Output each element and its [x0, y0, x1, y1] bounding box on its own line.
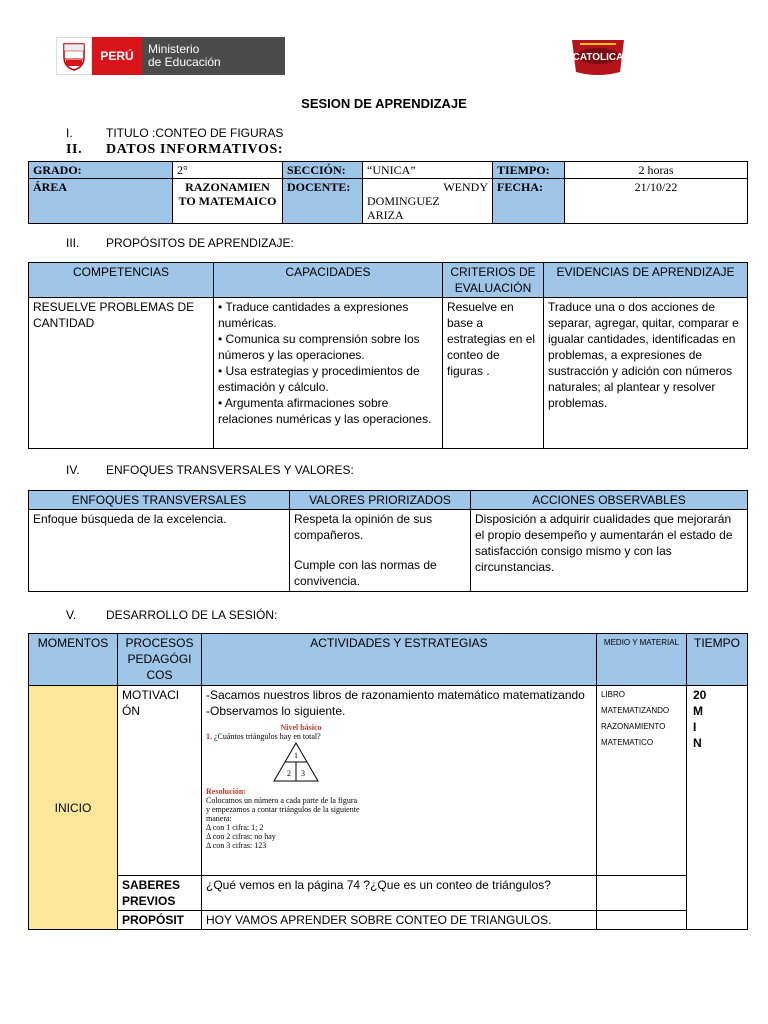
header-capacidades: CAPACIDADES: [214, 263, 443, 298]
enfoques-table: [28, 490, 748, 592]
criterio-cell: Resuelve en base a estrategias en el conteo de figuras .: [443, 298, 544, 449]
saberes-cell: SABERES PREVIOS: [118, 876, 202, 911]
header-competencias: COMPETENCIAS: [29, 263, 214, 298]
motivacion-cell: MOTIVACI ÓN: [118, 686, 202, 876]
seccion-label: SECCIÓN:: [283, 162, 363, 179]
header-tiempo: TIEMPO: [687, 634, 748, 686]
motivacion-actividades: -Sacamos nuestros libros de razonamiento matemático matematizando -Observamos lo siguiente. Nivel básico 1. ¿Cuántos triángulos hay en total? 1 2 3 Resolución: Colocamos un número a cada parte de la figura y empezamos a contar triángulos de la siguiente manera: Δ con 1 cifra: 1; 2 Δ con 2 cifras: no hay Δ con 3 cifras: 123: [202, 686, 597, 876]
acciones-cell: Disposición a adquirir cualidades que mejorarán el propio desempeño y aumentarán el estado de satisfacción consigo mismo y con las circunstancias.: [471, 510, 748, 592]
area-label: ÁREA: [29, 179, 173, 224]
grado-label: GRADO:: [29, 162, 173, 179]
minedu-logo: [56, 37, 285, 75]
svg-text:CATOLICA: CATOLICA: [572, 52, 624, 63]
header-medio: MEDIO Y MATERIAL: [597, 634, 687, 686]
fecha-label: FECHA:: [493, 179, 565, 224]
capacidades-cell: • Traduce cantidades a expresiones numéricas. • Comunica su comprensión sobre los números y las operaciones. • Usa estrategias y procedimientos de estimación y cálculo. • Argumenta afirmaciones sobre relaciones numéricas y las operaciones.: [214, 298, 443, 449]
propositos-table: [28, 262, 748, 449]
area-value: RAZONAMIEN TO MATEMAICO: [173, 179, 283, 224]
datos-table: [28, 161, 748, 224]
header-evidencias: EVIDENCIAS DE APRENDIZAJE: [544, 263, 748, 298]
proposito-cell: PROPÓSIT: [118, 911, 202, 930]
svg-text:2: 2: [287, 769, 291, 778]
desarrollo-table: [28, 633, 748, 930]
evidencia-cell: Traduce una o dos acciones de separar, agregar, quitar, comparar e igualar cantidades, identificadas en problemas, a expresiones de sustracción y adición con números naturales; al plantear y resolver problemas.: [544, 298, 748, 449]
ministry-label: Ministerio de Educación: [142, 37, 285, 75]
fecha-value: 21/10/22: [565, 179, 748, 224]
svg-text:3: 3: [301, 769, 305, 778]
grado-value: 2°: [173, 162, 283, 179]
medio-cell: LIBRO MATEMATIZANDO RAZONAMIENTO MATEMATICO: [597, 686, 687, 876]
tiempo-label: TIEMPO:: [493, 162, 565, 179]
peru-shield-icon: [56, 37, 92, 75]
peru-label: PERÚ: [92, 37, 142, 75]
competencia-cell: RESUELVE PROBLEMAS DE CANTIDAD: [29, 298, 214, 449]
header-criterios: CRITERIOS DE EVALUACIÓN: [443, 263, 544, 298]
valores-cell: Respeta la opinión de sus compañeros. Cumple con las normas de convivencia.: [290, 510, 471, 592]
school-logo: [566, 36, 630, 76]
saberes-actividad: ¿Qué vemos en la página 74 ?¿Que es un conteo de triángulos?: [202, 876, 597, 911]
header-valores: VALORES PRIORIZADOS: [290, 491, 471, 510]
header-acciones: ACCIONES OBSERVABLES: [471, 491, 748, 510]
proposito-actividad: HOY VAMOS APRENDER SOBRE CONTEO DE TRIANGULOS.: [202, 911, 597, 930]
page-title: SESION DE APRENDIZAJE: [301, 96, 467, 111]
triangle-exercise-figure: Nivel básico 1. ¿Cuántos triángulos hay en total? 1 2 3 Resolución: Colocamos un número a cada parte de la figura y empezamos a contar triángulos de la siguiente manera: Δ con 1 cifra: 1; 2 Δ con 2 cifras: no hay Δ con 3 cifras: 123: [206, 723, 396, 850]
svg-text:1: 1: [294, 751, 298, 760]
header-procesos: PROCESOS PEDAGÓGI COS: [118, 634, 202, 686]
tiempo-cell: 20 M I N: [687, 686, 748, 930]
header-momentos: MOMENTOS: [29, 634, 118, 686]
seccion-value: “UNICA”: [363, 162, 493, 179]
header-actividades: ACTIVIDADES Y ESTRATEGIAS: [202, 634, 597, 686]
docente-value: WENDY DOMINGUEZ ARIZA: [363, 179, 493, 224]
triangle-icon: [206, 741, 396, 785]
tiempo-value: 2 horas: [565, 162, 748, 179]
docente-label: DOCENTE:: [283, 179, 363, 224]
inicio-cell: INICIO: [29, 686, 118, 930]
header-enfoques: ENFOQUES TRANSVERSALES: [29, 491, 290, 510]
enfoque-cell: Enfoque búsqueda de la excelencia.: [29, 510, 290, 592]
